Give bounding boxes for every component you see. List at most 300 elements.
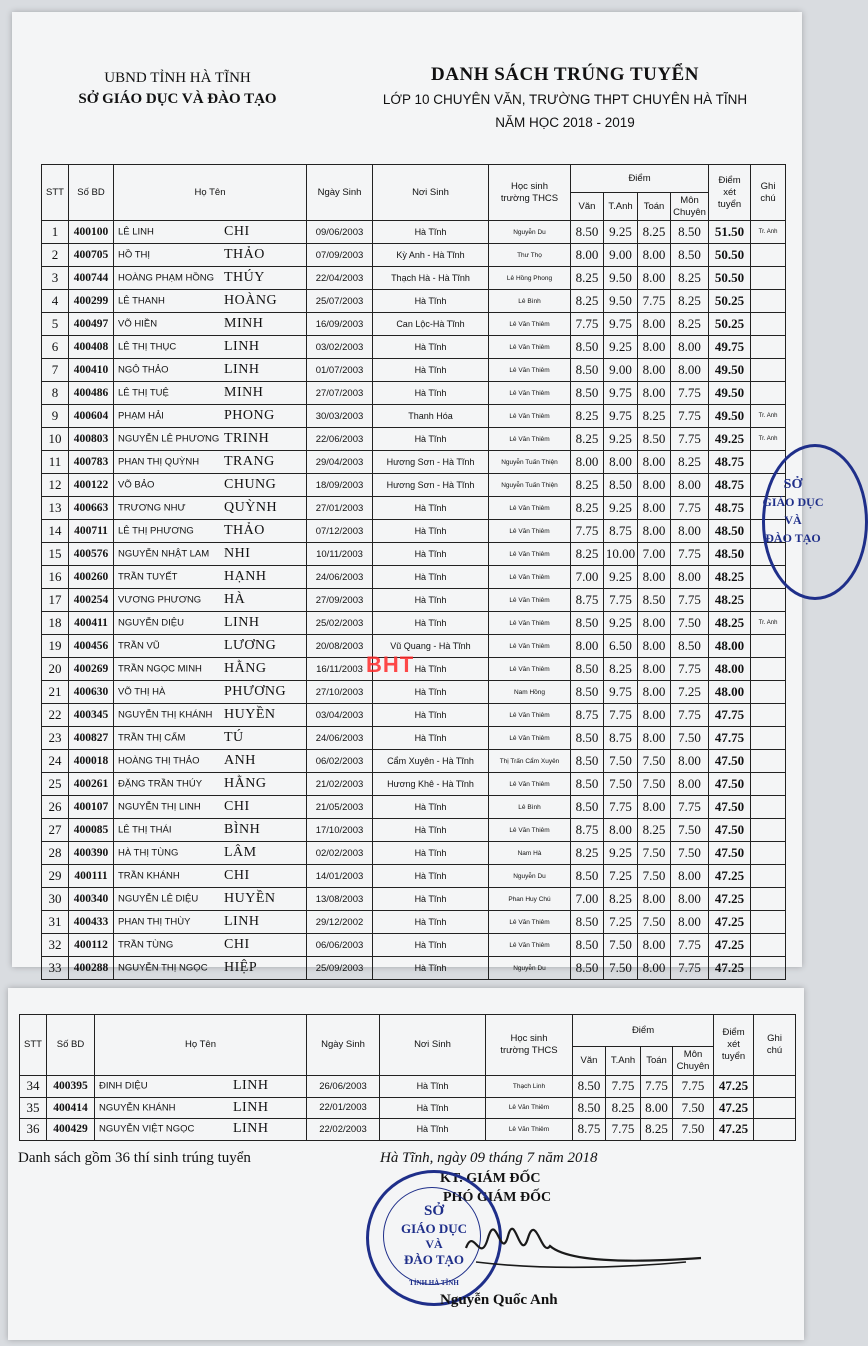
cell-stt: 3 (42, 267, 69, 290)
cell-note (751, 704, 786, 727)
cell-stt: 28 (42, 842, 69, 865)
table-row (42, 934, 786, 957)
cell-dob: 01/07/2003 (307, 359, 373, 382)
table-row (42, 359, 786, 382)
cell-given-name: THẢO (224, 523, 265, 538)
cell-score-anh: 7.25 (604, 865, 638, 888)
cell-school: Thư Thọ (489, 244, 571, 267)
cell-given-name: PHONG (224, 408, 275, 423)
cell-pob: Thanh Hóa (373, 405, 489, 428)
cell-sbd: 400783 (69, 451, 114, 474)
cell-total: 48.00 (709, 635, 751, 658)
cell-given-name: LÂM (224, 845, 257, 860)
cell-surname: VÕ BẢO (118, 479, 155, 491)
cell-sbd: 400269 (69, 658, 114, 681)
cell-full-name (114, 336, 307, 359)
cell-score-anh: 9.25 (604, 612, 638, 635)
cell-dob: 21/05/2003 (307, 796, 373, 819)
cell-score-mon: 8.00 (671, 865, 709, 888)
cell-score-anh: 9.25 (604, 566, 638, 589)
cell-sbd: 400497 (69, 313, 114, 336)
table-row (42, 957, 786, 980)
cell-stt: 22 (42, 704, 69, 727)
cell-note (751, 957, 786, 980)
cell-given-name: QUỲNH (224, 500, 278, 515)
cell-score-van: 8.00 (571, 451, 604, 474)
cell-pob: Hà Tĩnh (373, 543, 489, 566)
seal-partial-line-3: VÀ (784, 513, 802, 527)
cell-given-name: HẠNH (224, 569, 267, 584)
col-pob: Nơi Sinh (380, 1015, 486, 1076)
cell-pob: Hà Tĩnh (380, 1119, 486, 1141)
cell-total: 47.25 (709, 888, 751, 911)
cell-score-mon: 8.00 (671, 911, 709, 934)
cell-score-van: 8.50 (571, 658, 604, 681)
cell-surname: NGUYỄN LÊ PHƯƠNG (118, 433, 220, 445)
cell-stt: 23 (42, 727, 69, 750)
cell-given-name: HẰNG (224, 661, 267, 676)
cell-dob: 30/03/2003 (307, 405, 373, 428)
cell-pob: Hà Tĩnh (380, 1097, 486, 1119)
cell-sbd: 400260 (69, 566, 114, 589)
cell-score-van: 8.50 (571, 934, 604, 957)
cell-school: Lê Văn Thiêm (489, 589, 571, 612)
cell-dob: 24/06/2003 (307, 566, 373, 589)
cell-score-toan: 8.00 (638, 359, 671, 382)
cell-sbd: 400112 (69, 934, 114, 957)
cell-score-mon: 7.50 (671, 727, 709, 750)
cell-total: 49.50 (709, 359, 751, 382)
cell-note (751, 382, 786, 405)
cell-full-name (114, 497, 307, 520)
cell-sbd: 400085 (69, 819, 114, 842)
cell-dob: 06/02/2003 (307, 750, 373, 773)
cell-school: Nam Hồng (489, 681, 571, 704)
cell-stt: 14 (42, 520, 69, 543)
cell-pob: Hà Tĩnh (373, 911, 489, 934)
cell-score-van: 7.00 (571, 888, 604, 911)
cell-score-van: 8.25 (571, 267, 604, 290)
cell-score-toan: 8.00 (638, 612, 671, 635)
cell-given-name: THẢO (224, 247, 265, 262)
cell-surname: ĐINH DIỆU (99, 1080, 148, 1092)
cell-full-name (114, 658, 307, 681)
cell-score-anh: 9.75 (604, 382, 638, 405)
cell-stt: 5 (42, 313, 69, 336)
cell-sbd: 400288 (69, 957, 114, 980)
cell-total: 47.25 (709, 911, 751, 934)
cell-given-name: HOÀNG (224, 293, 278, 308)
cell-stt: 21 (42, 681, 69, 704)
table-row (42, 773, 786, 796)
seal-line-3: VÀ (425, 1237, 443, 1251)
cell-score-anh: 7.50 (604, 957, 638, 980)
table-row (42, 911, 786, 934)
cell-score-toan: 7.50 (638, 865, 671, 888)
cell-surname: TRẦN THỊ CẨM (118, 732, 186, 744)
cell-school: Lê Văn Thiêm (489, 773, 571, 796)
cell-school: Phan Huy Chú (489, 888, 571, 911)
cell-given-name: PHƯƠNG (224, 684, 287, 699)
cell-score-mon: 7.75 (671, 382, 709, 405)
watermark-logo: BHT (366, 652, 415, 677)
cell-full-name (114, 704, 307, 727)
cell-surname: NGUYỄN NHẬT LAM (118, 548, 210, 560)
cell-note (751, 658, 786, 681)
cell-score-van: 8.50 (571, 750, 604, 773)
seal-line-1: SỞ (423, 1203, 444, 1219)
cell-score-van: 8.75 (573, 1119, 606, 1141)
cell-stt: 16 (42, 566, 69, 589)
cell-score-mon: 8.25 (671, 313, 709, 336)
cell-dob: 17/10/2003 (307, 819, 373, 842)
cell-stt: 26 (42, 796, 69, 819)
cell-full-name (114, 359, 307, 382)
cell-stt: 29 (42, 865, 69, 888)
cell-note (751, 635, 786, 658)
cell-sbd: 400410 (69, 359, 114, 382)
cell-note (751, 313, 786, 336)
cell-score-van: 8.50 (571, 681, 604, 704)
cell-score-anh: 8.00 (604, 451, 638, 474)
signature-scribble (446, 1218, 706, 1278)
cell-score-toan: 8.00 (638, 704, 671, 727)
cell-score-mon: 8.50 (671, 244, 709, 267)
table-row (42, 451, 786, 474)
cell-score-anh: 7.75 (604, 589, 638, 612)
cell-school: Lê Văn Thiêm (489, 612, 571, 635)
cell-full-name (114, 313, 307, 336)
cell-score-toan: 7.50 (638, 911, 671, 934)
cell-score-anh: 7.75 (606, 1119, 641, 1141)
cell-full-name (114, 428, 307, 451)
table-row (42, 888, 786, 911)
cell-score-van: 8.50 (571, 336, 604, 359)
cell-dob: 16/11/2003 (307, 658, 373, 681)
cell-score-toan: 7.75 (641, 1076, 673, 1098)
cell-score-mon: 7.50 (671, 819, 709, 842)
cell-score-van: 8.50 (571, 773, 604, 796)
cell-total: 50.25 (709, 290, 751, 313)
cell-score-van: 8.25 (571, 543, 604, 566)
cell-stt: 8 (42, 382, 69, 405)
cell-given-name: LINH (224, 362, 260, 377)
cell-sbd: 400408 (69, 336, 114, 359)
table-row (42, 336, 786, 359)
cell-sbd: 400711 (69, 520, 114, 543)
cell-total: 50.50 (709, 244, 751, 267)
cell-surname: LÊ THỊ THÁI (118, 824, 172, 836)
col-score-group: Điểm (573, 1015, 714, 1047)
signer-role-1: KT. GIÁM ĐỐC (440, 1171, 541, 1186)
cell-surname: PHẠM HẢI (118, 410, 164, 422)
cell-score-anh: 8.00 (604, 819, 638, 842)
cell-school: Lê Văn Thiêm (489, 520, 571, 543)
cell-dob: 07/09/2003 (307, 244, 373, 267)
cell-score-mon: 7.75 (671, 405, 709, 428)
cell-full-name (95, 1119, 307, 1141)
cell-total: 50.50 (709, 267, 751, 290)
cell-pob: Hà Tĩnh (373, 819, 489, 842)
cell-score-van: 8.25 (571, 290, 604, 313)
cell-note (751, 267, 786, 290)
cell-stt: 19 (42, 635, 69, 658)
cell-score-van: 7.00 (571, 566, 604, 589)
col-stt: STT (42, 165, 69, 221)
school-year: NĂM HỌC 2018 - 2019 (495, 115, 635, 130)
cell-dob: 27/09/2003 (307, 589, 373, 612)
col-van: Văn (573, 1047, 606, 1076)
cell-given-name: HÀ (224, 592, 246, 607)
cell-surname: PHAN THỊ THÙY (118, 916, 191, 928)
table-row (20, 1076, 796, 1098)
cell-sbd: 400827 (69, 727, 114, 750)
cell-given-name: TÚ (224, 730, 244, 745)
table-row (42, 612, 786, 635)
cell-school: Thạch Linh (486, 1076, 573, 1098)
cell-score-mon: 7.75 (673, 1076, 714, 1098)
cell-school: Lê Văn Thiêm (486, 1097, 573, 1119)
cell-school: Lê Văn Thiêm (486, 1119, 573, 1141)
cell-surname: NGUYỄN THỊ NGỌC (118, 962, 208, 974)
cell-note (754, 1076, 796, 1098)
cell-pob: Hà Tĩnh (373, 497, 489, 520)
cell-score-van: 8.75 (571, 589, 604, 612)
cell-score-toan: 7.50 (638, 750, 671, 773)
cell-pob: Hà Tĩnh (373, 290, 489, 313)
cell-pob: Hà Tĩnh (380, 1076, 486, 1098)
cell-score-van: 8.50 (571, 382, 604, 405)
cell-full-name (114, 773, 307, 796)
col-toan: Toán (638, 193, 671, 221)
cell-score-anh: 8.25 (604, 658, 638, 681)
cell-score-van: 8.25 (571, 405, 604, 428)
cell-full-name (114, 589, 307, 612)
cell-dob: 27/01/2003 (307, 497, 373, 520)
cell-given-name: MINH (224, 385, 264, 400)
cell-surname: LÊ THỊ TUỆ (118, 387, 169, 399)
cell-score-mon: 7.75 (671, 658, 709, 681)
cell-school: Lê Văn Thiêm (489, 566, 571, 589)
cell-dob: 06/06/2003 (307, 934, 373, 957)
cell-given-name: TRANG (224, 454, 275, 469)
seal-line-4: ĐÀO TẠO (403, 1252, 465, 1267)
cell-sbd: 400705 (69, 244, 114, 267)
cell-sbd: 400299 (69, 290, 114, 313)
cell-full-name (114, 405, 307, 428)
cell-dob: 26/06/2003 (307, 1076, 380, 1098)
table-row (42, 313, 786, 336)
cell-score-mon: 8.00 (671, 566, 709, 589)
table-row (42, 819, 786, 842)
cell-given-name: LINH (233, 1078, 269, 1094)
cell-full-name (114, 451, 307, 474)
cell-note (754, 1097, 796, 1119)
cell-score-toan: 8.25 (638, 405, 671, 428)
cell-score-toan: 8.00 (638, 957, 671, 980)
cell-surname: PHAN THỊ QUỲNH (118, 456, 200, 468)
cell-stt: 13 (42, 497, 69, 520)
cell-given-name: LINH (224, 615, 260, 630)
cell-school: Lê Văn Thiêm (489, 543, 571, 566)
cell-score-toan: 8.00 (638, 934, 671, 957)
cell-stt: 20 (42, 658, 69, 681)
cell-score-mon: 7.25 (671, 681, 709, 704)
col-toan: Toán (641, 1047, 673, 1076)
cell-sbd: 400803 (69, 428, 114, 451)
cell-dob: 20/08/2003 (307, 635, 373, 658)
cell-score-mon: 7.75 (671, 957, 709, 980)
cell-dob: 22/06/2003 (307, 428, 373, 451)
cell-note (751, 796, 786, 819)
cell-note (751, 681, 786, 704)
col-pob: Nơi Sinh (373, 165, 489, 221)
cell-total: 49.25 (709, 428, 751, 451)
cell-school: Lê Văn Thiêm (489, 704, 571, 727)
cell-school: Lê Văn Thiêm (489, 934, 571, 957)
cell-sbd: 400429 (47, 1119, 95, 1141)
cell-dob: 09/06/2003 (307, 221, 373, 244)
cell-note (751, 290, 786, 313)
col-anh: T.Anh (606, 1047, 641, 1076)
cell-school: Nguyễn Du (489, 957, 571, 980)
cell-total: 48.75 (709, 451, 751, 474)
cell-score-toan: 8.50 (638, 589, 671, 612)
issue-date: Hà Tĩnh, ngày 09 tháng 7 năm 2018 (380, 1150, 598, 1166)
cell-surname: VÕ HIỀN (118, 318, 158, 330)
official-seal-partial (762, 444, 868, 600)
cell-dob: 25/09/2003 (307, 957, 373, 980)
col-mon: Môn Chuyên (673, 1047, 714, 1076)
cell-stt: 6 (42, 336, 69, 359)
results-table-page-2 (19, 1014, 796, 1141)
cell-stt: 1 (42, 221, 69, 244)
cell-given-name: TRINH (224, 431, 270, 446)
seal-partial-line-2: GIÁO DỤC (762, 495, 824, 509)
cell-given-name: ANH (224, 753, 256, 768)
cell-given-name: LƯƠNG (224, 638, 277, 653)
cell-surname: TRẦN KHÁNH (118, 870, 180, 882)
cell-school: Lê Văn Thiêm (489, 405, 571, 428)
organization-header (70, 68, 285, 110)
cell-total: 48.00 (709, 658, 751, 681)
table-row (42, 727, 786, 750)
cell-surname: LÊ THANH (118, 295, 165, 307)
table-row (42, 520, 786, 543)
cell-full-name (114, 244, 307, 267)
cell-school: Lê Văn Thiêm (489, 727, 571, 750)
cell-full-name (114, 221, 307, 244)
cell-total: 47.50 (709, 750, 751, 773)
cell-score-van: 8.25 (571, 428, 604, 451)
col-mon: Môn Chuyên (671, 193, 709, 221)
cell-score-anh: 9.25 (604, 336, 638, 359)
cell-note (751, 842, 786, 865)
table-row (42, 474, 786, 497)
cell-score-anh: 6.50 (604, 635, 638, 658)
cell-note (751, 589, 786, 612)
table-row (42, 221, 786, 244)
col-sbd: Số BD (69, 165, 114, 221)
cell-score-anh: 9.00 (604, 244, 638, 267)
cell-given-name: LINH (233, 1099, 269, 1115)
cell-score-anh: 9.75 (604, 313, 638, 336)
col-school: Học sinh trường THCS (486, 1015, 573, 1076)
cell-sbd: 400100 (69, 221, 114, 244)
cell-score-anh: 9.25 (604, 221, 638, 244)
cell-stt: 2 (42, 244, 69, 267)
cell-score-van: 8.25 (571, 497, 604, 520)
cell-full-name (114, 865, 307, 888)
document-title: DANH SÁCH TRÚNG TUYỂN (431, 64, 699, 85)
cell-score-van: 8.50 (573, 1097, 606, 1119)
cell-total: 48.75 (709, 497, 751, 520)
cell-dob: 13/08/2003 (307, 888, 373, 911)
cell-dob: 07/12/2003 (307, 520, 373, 543)
cell-score-van: 8.00 (571, 244, 604, 267)
cell-given-name: HIỆP (224, 960, 258, 975)
cell-full-name (95, 1097, 307, 1119)
cell-given-name: NHI (224, 546, 251, 561)
cell-pob: Hà Tĩnh (373, 336, 489, 359)
cell-given-name: MINH (224, 316, 264, 331)
cell-surname: LÊ LINH (118, 226, 154, 238)
cell-sbd: 400111 (69, 865, 114, 888)
cell-dob: 14/01/2003 (307, 865, 373, 888)
cell-stt: 27 (42, 819, 69, 842)
cell-surname: NGUYỄN DIỆU (118, 617, 184, 629)
cell-given-name: LINH (224, 339, 260, 354)
col-name: Họ Tên (114, 165, 307, 221)
col-note: Ghi chú (751, 165, 786, 221)
cell-pob: Hương Khê - Hà Tĩnh (373, 773, 489, 796)
cell-dob: 25/07/2003 (307, 290, 373, 313)
cell-pob: Kỳ Anh - Hà Tĩnh (373, 244, 489, 267)
cell-stt: 35 (20, 1097, 47, 1119)
cell-total: 49.50 (709, 405, 751, 428)
cell-stt: 24 (42, 750, 69, 773)
signer-role-2: PHÓ GIÁM ĐỐC (443, 1190, 552, 1205)
cell-pob: Hà Tĩnh (373, 934, 489, 957)
cell-score-toan: 7.50 (638, 773, 671, 796)
cell-dob: 22/04/2003 (307, 267, 373, 290)
cell-full-name (114, 520, 307, 543)
cell-dob: 21/02/2003 (307, 773, 373, 796)
cell-sbd: 400254 (69, 589, 114, 612)
cell-total: 47.50 (709, 796, 751, 819)
seal-partial-line-4: ĐÀO TẠO (765, 531, 821, 545)
cell-note (751, 727, 786, 750)
cell-score-anh: 9.00 (604, 359, 638, 382)
cell-pob: Hà Tĩnh (373, 428, 489, 451)
cell-surname: HỒ THỊ (118, 249, 151, 261)
cell-pob: Hà Tĩnh (373, 221, 489, 244)
cell-surname: TRẦN TUYẾT (118, 571, 178, 583)
cell-surname: VÕ THỊ HÀ (118, 686, 166, 698)
cell-score-toan: 8.00 (638, 451, 671, 474)
table-row (20, 1119, 796, 1141)
cell-dob: 24/06/2003 (307, 727, 373, 750)
cell-score-mon: 7.50 (671, 612, 709, 635)
cell-pob: Hà Tĩnh (373, 566, 489, 589)
cell-school: Nguyễn Tuấn Thiện (489, 451, 571, 474)
cell-full-name (114, 727, 307, 750)
seal-line-2: GIÁO DỤC (400, 1221, 468, 1236)
cell-stt: 33 (42, 957, 69, 980)
cell-pob: Hà Tĩnh (373, 704, 489, 727)
seal-bottom: TỈNH HÀ TĨNH (409, 1279, 459, 1287)
cell-score-van: 8.50 (571, 359, 604, 382)
